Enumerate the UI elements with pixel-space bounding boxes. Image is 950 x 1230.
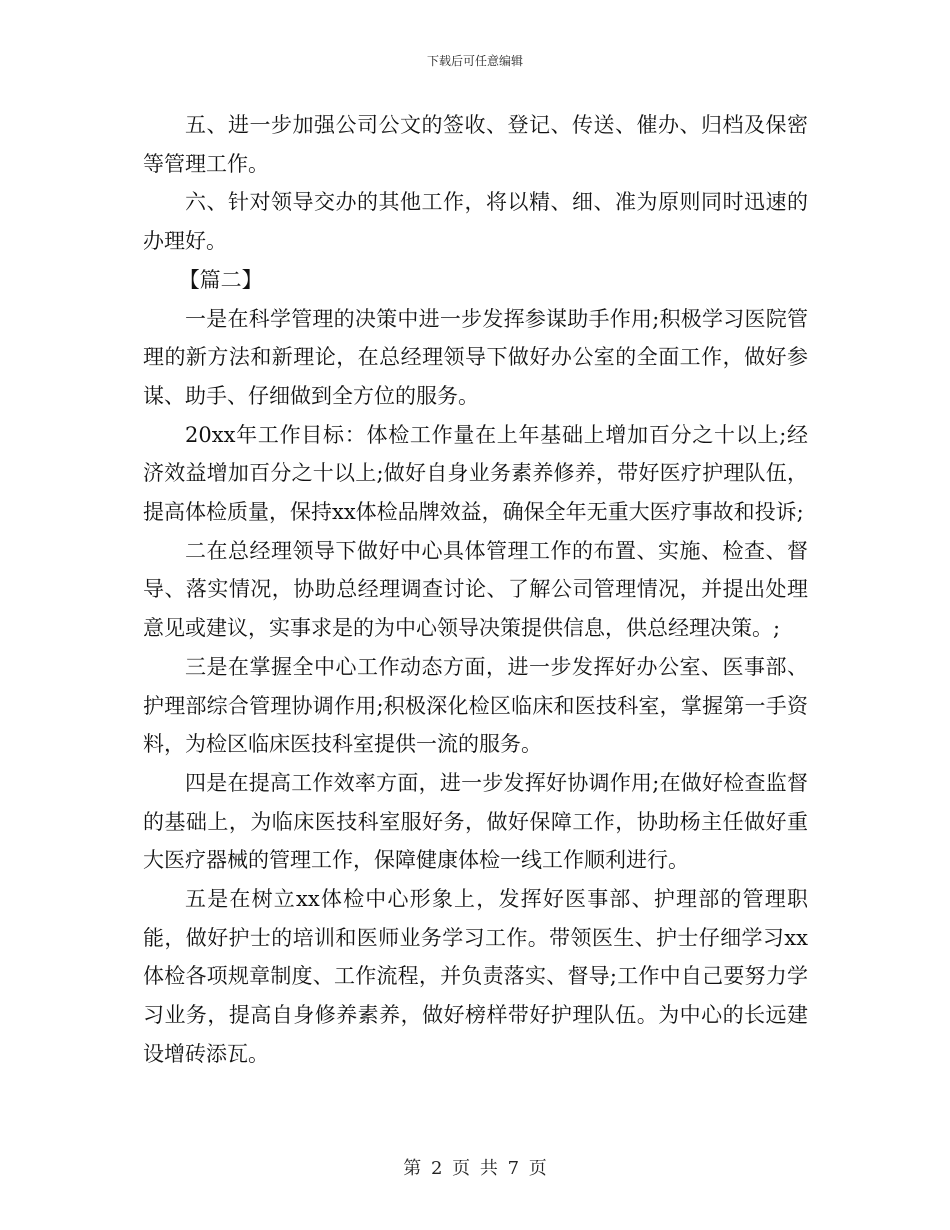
paragraph: 四是在提高工作效率方面，进一步发挥好协调作用;在做好检查监督的基础上，为临床医技科室服好务，做好保障工作，协助杨主任做好重大医疗器械的管理工作，保障健康体检一线工作顺利进行。: [143, 770, 808, 873]
paragraph: 二在总经理领导下做好中心具体管理工作的布置、实施、检查、督导、落实情况，协助总经理调查讨论、了解公司管理情况，并提出处理意见或建议，实事求是的为中心领导决策提供信息，供总经理决策。;: [143, 538, 808, 641]
page-number-footer: 第 2 页 共 7 页: [403, 1158, 547, 1179]
paragraph: 20xx年工作目标：体检工作量在上年基础上增加百分之十以上;经济效益增加百分之十以上;做好自身业务素养修养，带好医疗护理队伍，提高体检质量，保持xx体检品牌效益，确保全年无重大医疗事故和投诉;: [143, 422, 808, 525]
paragraph: 一是在科学管理的决策中进一步发挥参谋助手作用;积极学习医院管理的新方法和新理论，在总经理领导下做好办公室的全面工作，做好参谋、助手、仔细做到全方位的服务。: [143, 306, 808, 408]
paragraph: 三是在掌握全中心工作动态方面，进一步发挥好办公室、医事部、护理部综合管理协调作用;积极深化检区临床和医技科室，掌握第一手资料，为检区临床医技科室提供一流的服务。: [143, 654, 808, 757]
paragraph: 六、针对领导交办的其他工作，将以精、细、准为原则同时迅速的办理好。: [143, 190, 808, 254]
document-body: [143, 106, 808, 1074]
section-heading: 【篇二】: [178, 267, 263, 292]
paragraph: 五是在树立xx体检中心形象上，发挥好医事部、护理部的管理职能，做好护士的培训和医师业务学习工作。带领医生、护士仔细学习xx体检各项规章制度、工作流程，并负责落实、督导;工作中自己要努力学习业务，提高自身修养素养，做好榜样带好护理队伍。为中心的长远建设增砖添瓦。: [143, 887, 808, 1066]
page-header-note: 下载后可任意编辑: [426, 54, 523, 68]
paragraph: 五、进一步加强公司公文的签收、登记、传送、催办、归档及保密等管理工作。: [143, 113, 808, 176]
